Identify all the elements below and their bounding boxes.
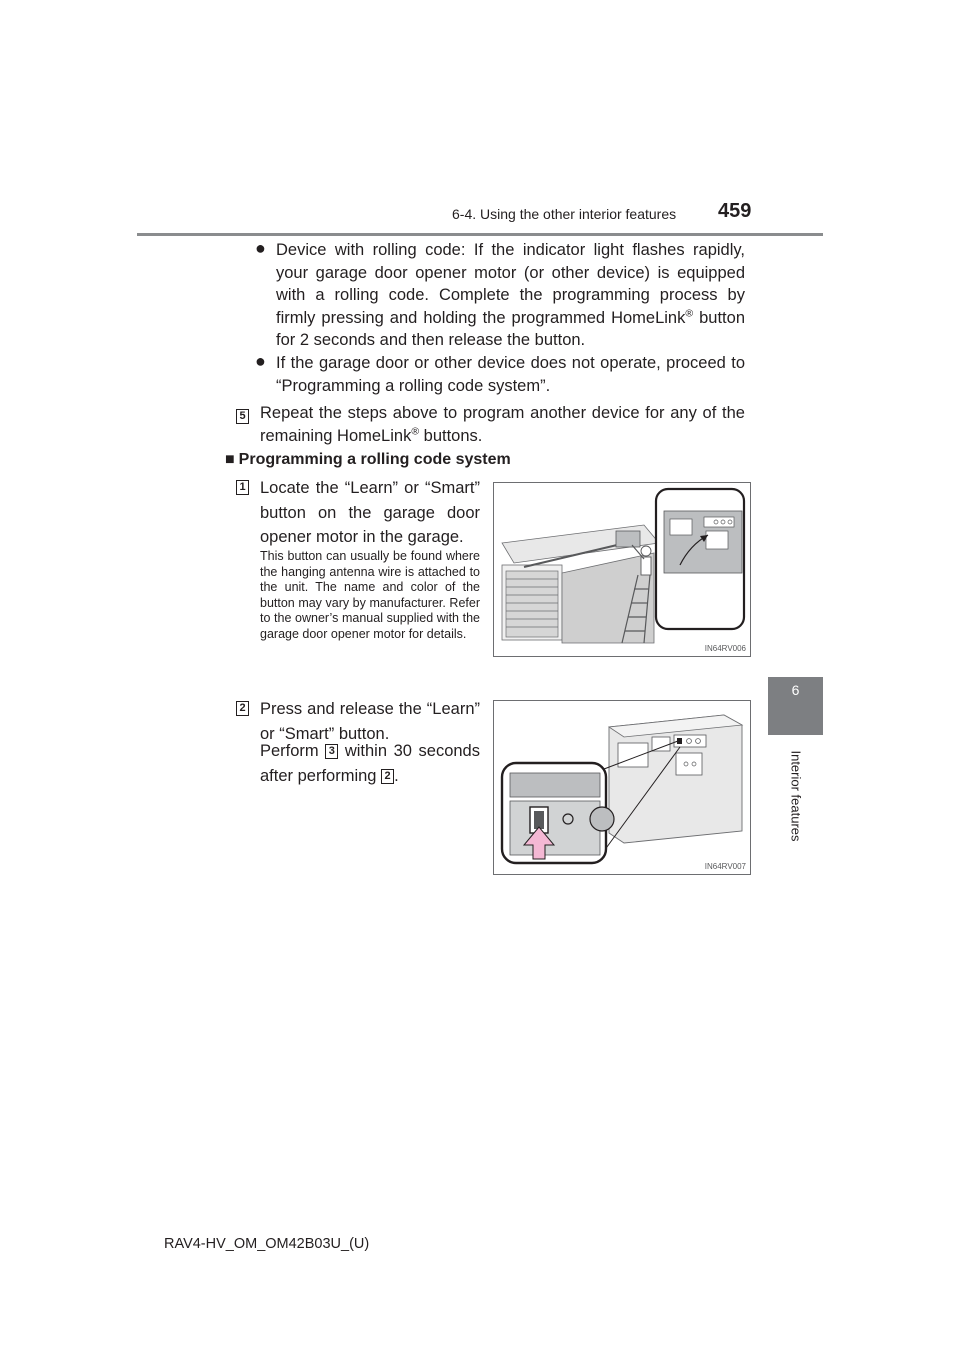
- page-number: 459: [718, 200, 752, 222]
- document-code: RAV4-HV_OM_OM42B03U_(U): [164, 1236, 370, 1252]
- step-ref-3: 3: [325, 744, 338, 759]
- figure-code: IN64RV007: [704, 862, 746, 871]
- step-1-note: This button can usually be found where the hanging antenna wire is attached to the unit. The name and color of the button may vary by manufacturer. Refer to the owner’s manual supplied with the garage door opener motor for details.: [260, 549, 480, 641]
- step-2-middle: within 30 seconds after performing: [260, 742, 480, 785]
- bullet-icon: ●: [255, 238, 266, 258]
- bullet-icon: ●: [255, 351, 266, 371]
- step-1-text: Locate the “Learn” or “Smart” button on the garage door opener motor in the garage.: [260, 479, 480, 546]
- step-5-text-end: buttons.: [419, 426, 483, 445]
- section-title: Programming a rolling code system: [238, 451, 511, 468]
- bullet-text-end: button for 2 seconds and then release the button.: [276, 308, 745, 350]
- opener-button-illustration: [493, 700, 751, 875]
- step-number-1: 1: [236, 480, 249, 495]
- section-header: 6-4. Using the other interior features: [452, 206, 677, 222]
- step-ref-2: 2: [381, 769, 394, 784]
- bullet-not-operate: If the garage door or other device does not operate, proceed to “Programming a rolling code system”.: [276, 354, 745, 395]
- step-5-text-start: Repeat the steps above to program another device for any of the remaining HomeLink: [260, 404, 745, 445]
- step-2-prefix: Perform: [260, 742, 319, 760]
- section-heading: [225, 451, 511, 469]
- chapter-label: [772, 744, 820, 848]
- chapter-number: 6: [791, 682, 800, 698]
- registered-mark: ®: [411, 425, 420, 438]
- step-number-5: 5: [236, 409, 249, 424]
- learn-button-drawing: [494, 701, 750, 874]
- header-rule: [137, 233, 823, 236]
- step-2-followup: [260, 739, 480, 788]
- step-number-2: 2: [236, 701, 249, 716]
- square-bullet-icon: ■: [225, 451, 235, 468]
- step-2-suffix: .: [394, 766, 399, 785]
- chapter-label-text: Interior features: [788, 750, 804, 842]
- figure-code: IN64RV006: [704, 644, 746, 653]
- step-2-text: Press and release the “Learn” or “Smart” button.: [260, 700, 480, 743]
- garage-opener-drawing: [494, 483, 750, 656]
- bullet-text: Device with rolling code: If the indicator light flashes rapidly, your garage door opener motor (or other device) is equipped with a rolling code. Complete the programming process by firmly pressing and holding the programmed HomeLink: [276, 241, 745, 327]
- garage-illustration: [493, 482, 751, 657]
- registered-mark: ®: [685, 307, 694, 320]
- bullet-rolling-code: [276, 239, 745, 352]
- step-5-text: [260, 402, 745, 447]
